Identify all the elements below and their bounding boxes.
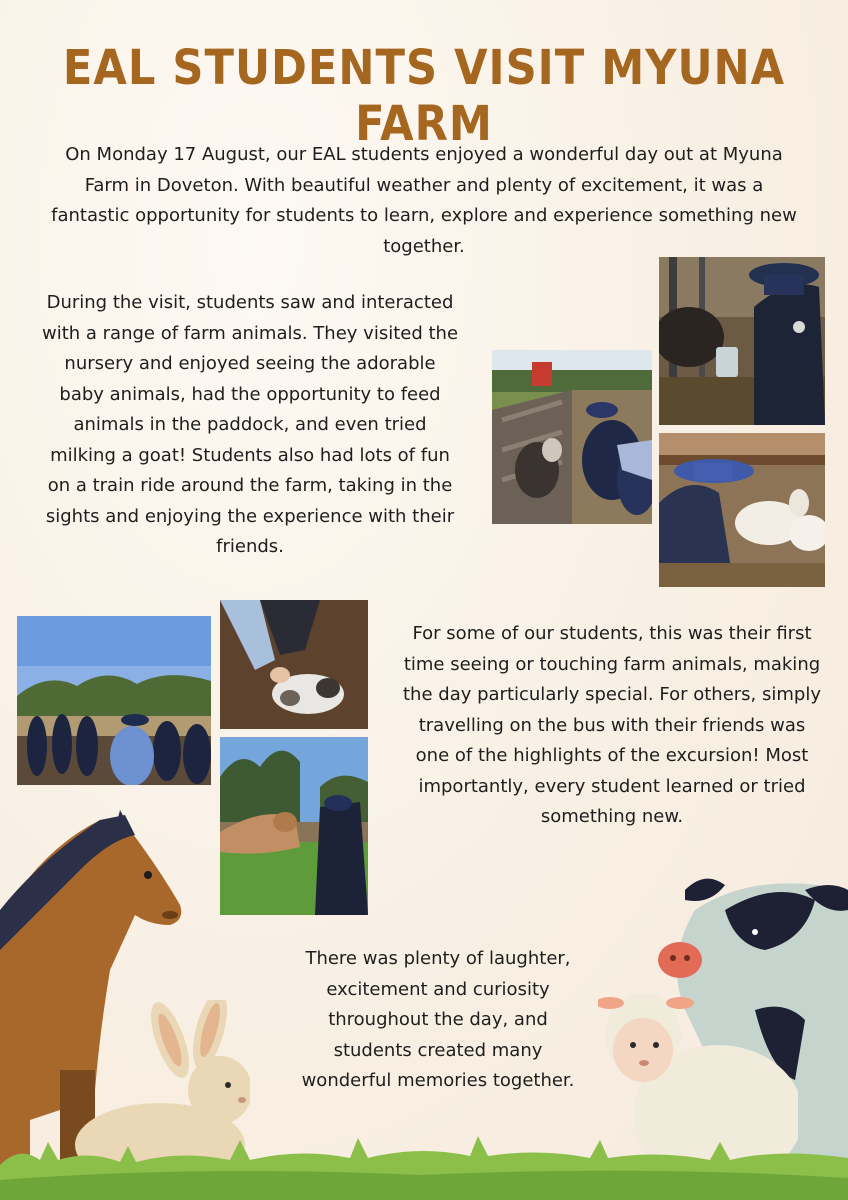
photo-alpaca-paddock — [220, 737, 368, 915]
first-time-paragraph: For some of our students, this was their first time seeing or touching farm animals, making the day particularly special. For others, simply travelling on the bus with their friends was one of the highlights of the excursion! Most importantly, every student learned or tried something new. — [403, 623, 821, 827]
grass-border — [0, 1120, 848, 1200]
closing-paragraph: There was plenty of laughter, excitement and curiosity throughout the day, and students created many wonderful memories together. — [301, 948, 575, 1091]
page-title: EAL STUDENTS VISIT MYUNA FARM — [62, 40, 786, 152]
photo-goat-milking — [659, 257, 825, 425]
photo-lamb-feeding — [659, 433, 825, 587]
intro-paragraph: On Monday 17 August, our EAL students enjoyed a wonderful day out at Myuna Farm in Doveton. With beautiful weather and plenty of excitement, it was a fantastic opportunity for students to learn, explore and experience something new together. — [51, 144, 797, 257]
photo-rabbit-touching — [220, 600, 368, 729]
photo-group-lookout — [17, 616, 211, 785]
photo-alpaca-fence — [492, 350, 652, 524]
visit-paragraph: During the visit, students saw and interacted with a range of farm animals. They visited the nursery and enjoyed seeing the adorable baby animals, had the opportunity to feed animals in the paddock, and even tried milking a goat! Students also had lots of fun on a train ride around the farm, taking in the sights and enjoying the experience with their friends. — [41, 292, 459, 557]
